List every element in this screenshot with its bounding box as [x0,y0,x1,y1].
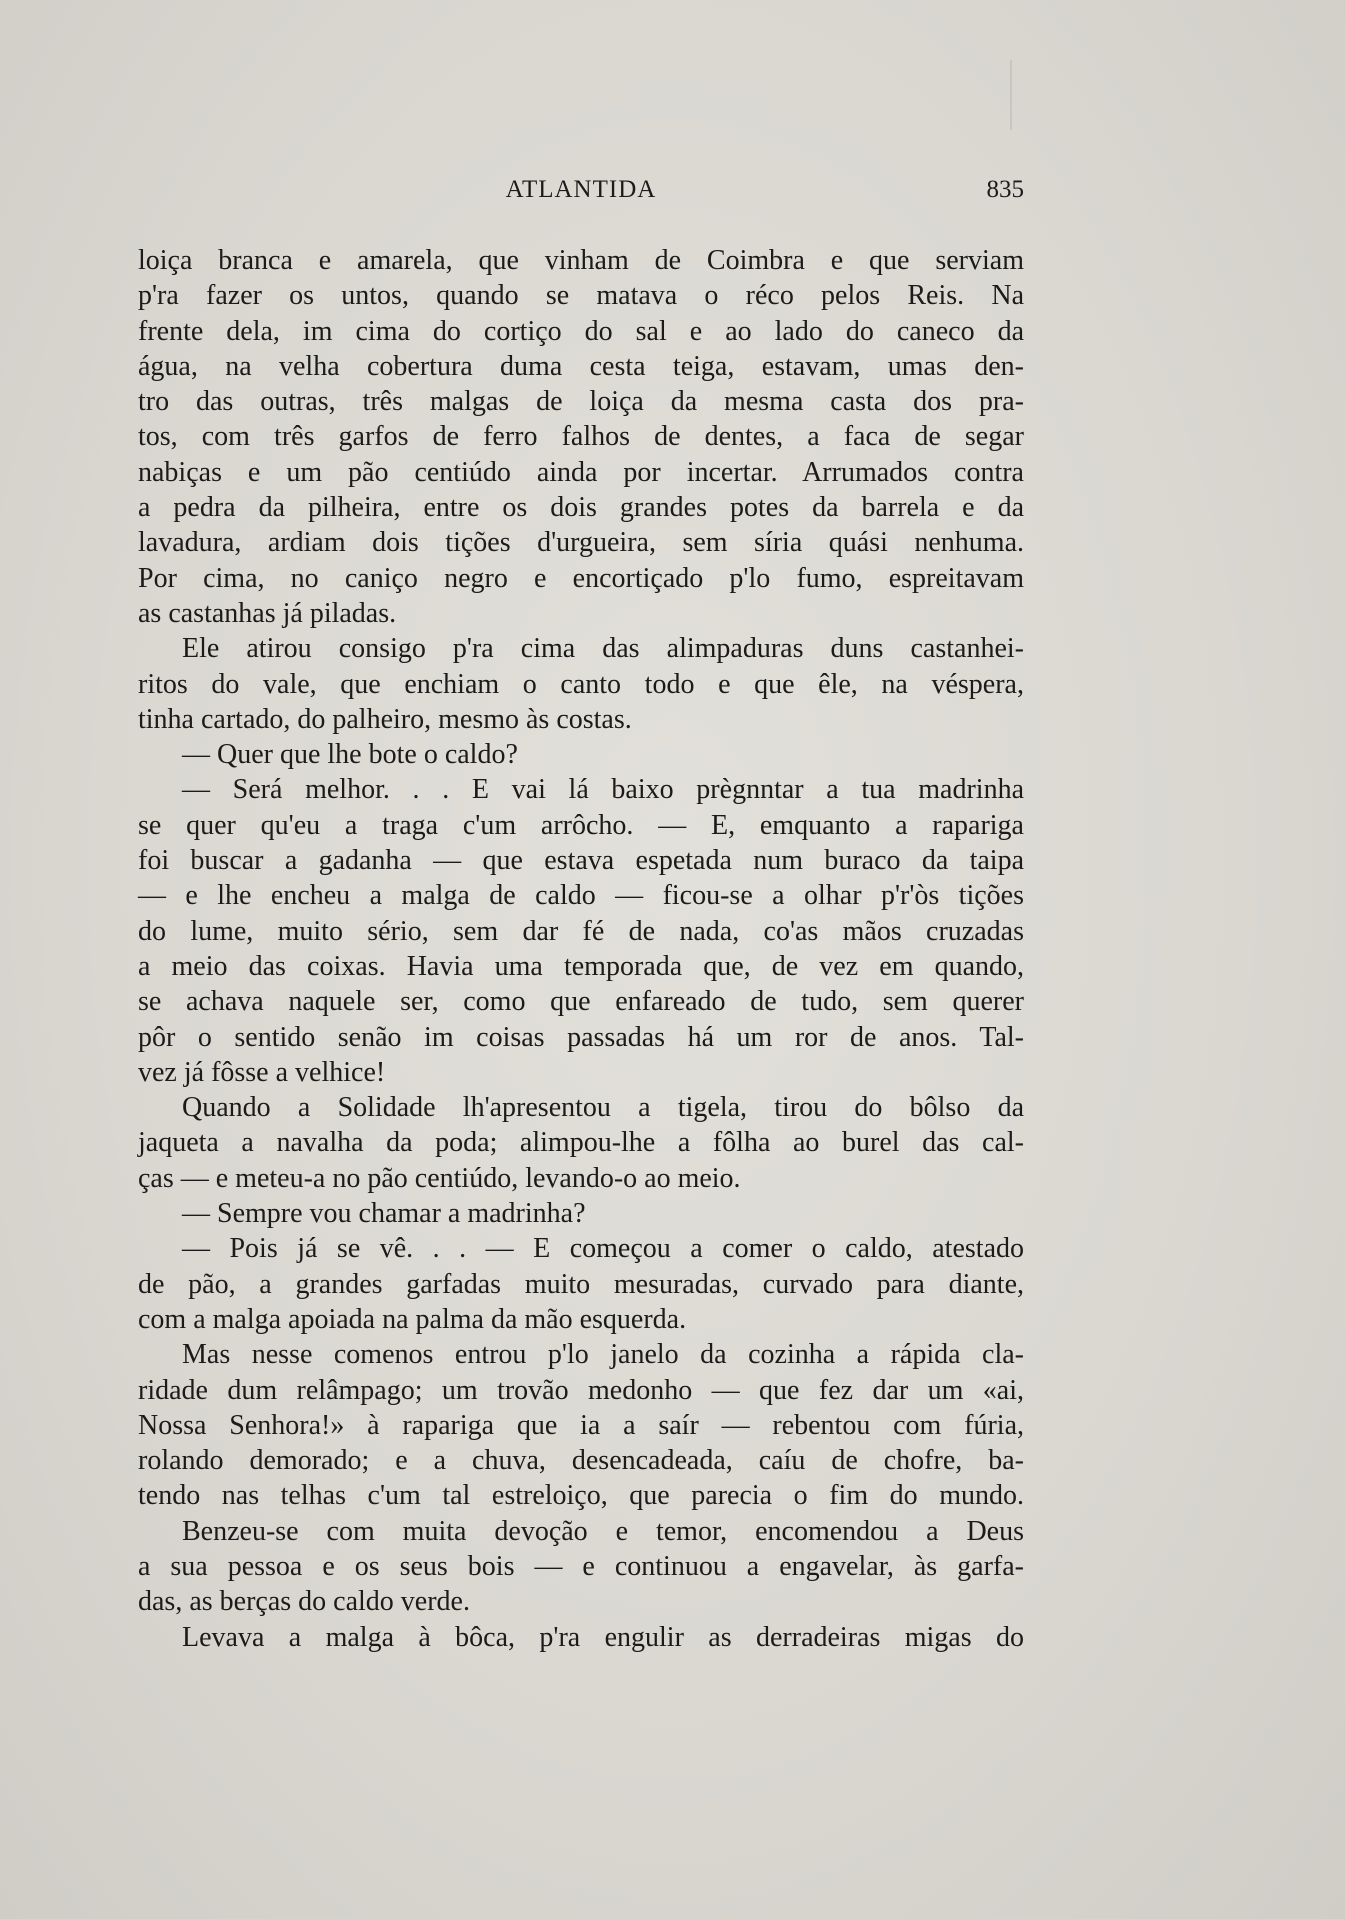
text-line: — Sempre vou chamar a madrinha? [182,1198,586,1230]
text-line: ridade dum relâmpago; um trovão medonho — que fez dar um «ai, [138,1374,1024,1406]
running-title: ATLANTIDA [505,176,657,203]
text-line: frente dela, im cima do cortiço do sal e ao lado do caneco da [138,315,1024,347]
text-line: as castanhas já piladas. [138,597,397,629]
text-line: — Pois já se vê. . . — E começou a comer o caldo, atestado [182,1233,1024,1265]
text-line: a pedra da pilheira, entre os dois grandes potes da barrela e da [138,492,1024,524]
text-line: jaqueta a navalha da poda; alimpou-lhe a fôlha ao burel das cal- [138,1127,1024,1159]
text-line: — Quer que lhe bote o caldo? [182,739,518,771]
text-line: rolando demorado; e a chuva, desencadeada, caíu de chofre, ba- [138,1445,1024,1477]
text-line: Quando a Solidade lh'apresentou a tigela, tirou do bôlso da [182,1092,1024,1124]
text-line: ritos do vale, que enchiam o canto todo e que êle, na véspera, [138,668,1024,700]
text-line: de pão, a grandes garfadas muito mesuradas, curvado para diante, [138,1268,1024,1300]
text-line: com a malga apoiada na palma da mão esquerda. [138,1303,687,1335]
text-line: a meio das coixas. Havia uma temporada que, de vez em quando, [138,950,1024,982]
text-line: Mas nesse comenos entrou p'lo janelo da cozinha a rápida cla- [182,1339,1024,1371]
text-line: loiça branca e amarela, que vinham de Coimbra e que serviam [138,245,1024,276]
text-line: pôr o sentido senão im coisas passadas há um ror de anos. Tal- [138,1021,1024,1053]
text-line: Por cima, no caniço negro e encortiçado p'lo fumo, espreitavam [138,562,1024,594]
text-line: nabiças e um pão centiúdo ainda por incertar. Arrumados contra [138,456,1024,488]
text-line: tendo nas telhas c'um tal estreloiço, que parecia o fim do mundo. [138,1480,1024,1512]
text-line: a sua pessoa e os seus bois — e continuou a engavelar, às garfa- [138,1550,1024,1582]
text-line: — e lhe encheu a malga de caldo — ficou-se a olhar p'r'òs tições [138,880,1024,912]
body-text [138,243,1024,1655]
text-line: vez já fôsse a velhice! [138,1056,386,1088]
text-line: se quer qu'eu a traga c'um arrôcho. — E, emquanto a rapariga [138,809,1024,841]
text-line: tinha cartado, do palheiro, mesmo às costas. [138,703,632,735]
text-line: p'ra fazer os untos, quando se matava o réco pelos Reis. Na [138,280,1024,312]
text-line: ças — e meteu-a no pão centiúdo, levando-o ao meio. [138,1162,741,1194]
scan-smudge-mark [1010,60,1012,130]
text-line: tro das outras, três malgas de loiça da mesma casta dos pra- [138,386,1024,418]
text-line: se achava naquele ser, como que enfareado de tudo, sem querer [138,986,1024,1018]
text-line: das, as berças do caldo verde. [138,1586,470,1618]
text-line: Ele atirou consigo p'ra cima das alimpaduras duns castanhei- [182,633,1024,665]
text-line: água, na velha cobertura duma cesta teiga, estavam, umas den- [138,350,1024,382]
text-line: foi buscar a gadanha — que estava espetada num buraco da taipa [138,845,1024,877]
text-line: — Será melhor. . . E vai lá baixo prègnntar a tua madrinha [182,774,1024,806]
text-line: Benzeu-se com muita devoção e temor, encomendou a Deus [182,1515,1024,1547]
text-line: Levava a malga à bôca, p'ra engulir as derradeiras migas do [182,1621,1024,1653]
text-line: tos, com três garfos de ferro falhos de dentes, a faca de segar [138,421,1024,453]
text-line: do lume, muito sério, sem dar fé de nada, co'as mãos cruzadas [138,915,1024,947]
page-header [138,176,1024,206]
page-number: 835 [986,176,1024,203]
text-line: Nossa Senhora!» à rapariga que ia a saír — rebentou com fúria, [138,1409,1024,1441]
text-line: lavadura, ardiam dois tições d'urgueira, sem síria quási nenhuma. [138,527,1024,559]
